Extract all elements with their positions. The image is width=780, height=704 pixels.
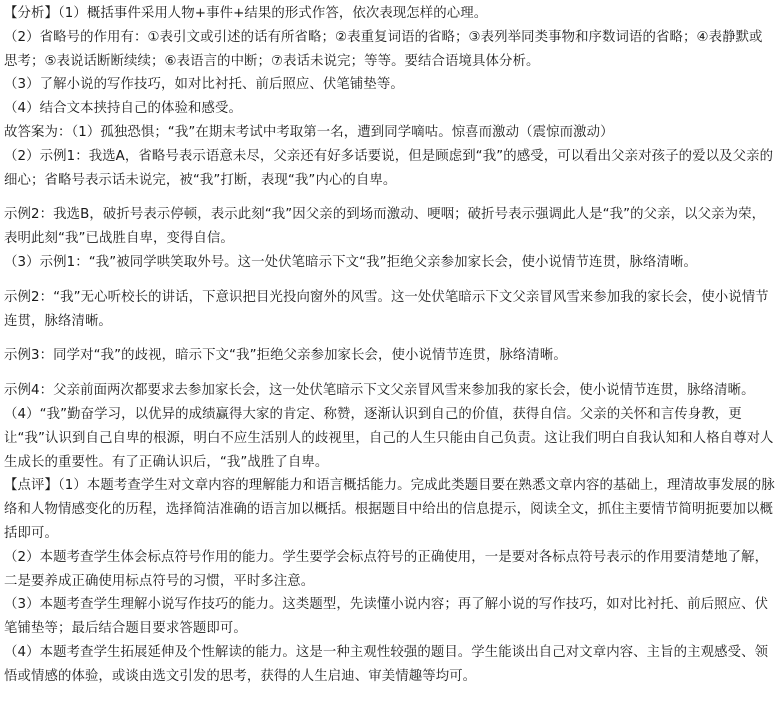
- answer-part-3-example-4: 示例4：父亲前面两次都要求去参加家长会，这一处伏笔暗示下文父亲冒风雪来参加我的家长会，使小说情节连贯，脉络清晰。: [4, 383, 755, 399]
- answer-part-4: （4）“我”勤奋学习，以优异的成绩赢得大家的肯定、称赞，逐渐认识到自己的价值，获得自信。父亲的关怀和言传身教，更让“我”认识到自己自卑的根源，明白不应生活别人的歧视里，自己的人生只能由自己负责。这让我们明白自我认知和人格自尊对人生成长的重要性。有了正确认识后，“我”战胜了自卑。: [4, 406, 774, 470]
- comment-point-3: （3）本题考查学生理解小说写作技巧的能力。这类题型，先读懂小说内容；再了解小说的写作技巧，如对比衬托、前后照应、伏笔铺垫等；最后结合题目要求答题即可。: [4, 597, 769, 637]
- analysis-point-3: （3）了解小说的写作技巧，如对比衬托、前后照应、伏笔铺垫等。: [4, 77, 404, 93]
- comment-point-2: （2）本题考查学生体会标点符号作用的能力。学生要学会标点符号的正确使用，一是要对各标点符号表示的作用要清楚地了解，二是要养成正确使用标点符号的习惯，平时多注意。: [4, 549, 769, 589]
- answer-part-2-example-1: （2）示例1：我选A，省略号表示语意未尽，父亲还有好多话要说，但是顾虑到“我”的感受，可以看出父亲对孩子的爱以及父亲的细心；省略号表示话未说完，被“我”打断，表现“我”内心的自卑。: [4, 148, 774, 188]
- analysis-point-1: 【分析】（1）概括事件采用人物+事件+结果的形式作答，依次表现怎样的心理。: [4, 6, 488, 21]
- answer-part-3-example-3: 示例3：同学对“我”的歧视，暗示下文“我”拒绝父亲参加家长会，使小说情节连贯，脉络清晰。: [4, 348, 567, 364]
- answer-part-3-example-2: 示例2：“我”无心听校长的讲话，下意识把目光投向窗外的风雪。这一处伏笔暗示下文父亲冒风雪来参加我的家长会，使小说情节连贯，脉络清晰。: [4, 289, 769, 329]
- comment-point-4: （4）本题考查学生拓展延伸及个性解读的能力。这是一种主观性较强的题目。学生能谈出自己对文章内容、主旨的主观感受、领悟或情感的体验，或谈由选文引发的思考，获得的人生启迪、审美情趣等均可。: [4, 644, 769, 684]
- analysis-point-4: （4）结合文本挟持自己的体验和感受。: [4, 101, 242, 117]
- analysis-point-2: （2）省略号的作用有：①表引文或引述的话有所省略；②表重复词语的省略；③表列举同类事物和序数词语的省略；④表静默或思考；⑤表说话断断续续；⑥表语言的中断；⑦表话未说完；等等。要结合语境具体分析。: [4, 29, 763, 69]
- comment-point-1: 【点评】（1）本题考查学生对文章内容的理解能力和语言概括能力。完成此类题目要在熟悉文章内容的基础上，理清故事发展的脉络和人物情感变化的历程，选择简洁准确的语言加以概括。根据题目中给出的信息提示，阅读全文，抓住主要情节简明扼要加以概括即可。: [4, 478, 775, 541]
- paragraph-spacer: [4, 333, 776, 344]
- paragraph-spacer: [4, 192, 776, 203]
- answer-part-3-example-1: （3）示例1：“我”被同学哄笑取外号。这一处伏笔暗示下文“我”拒绝父亲参加家长会，使小说情节连贯，脉络清晰。: [4, 254, 697, 270]
- answer-part-1: 故答案为：（1）孤独恐惧；“我”在期末考试中考取第一名，遭到同学嘀咕。惊喜而激动（震惊而激动）: [4, 124, 614, 140]
- paragraph-spacer: [4, 275, 776, 286]
- paragraph-spacer: [4, 368, 776, 379]
- answer-part-2-example-2: 示例2：我选B，破折号表示停顿，表示此刻“我”因父亲的到场而激动、哽咽；破折号表示强调此人是“我”的父亲，以父亲为荣，表明此刻“我”已战胜自卑，变得自信。: [4, 207, 766, 247]
